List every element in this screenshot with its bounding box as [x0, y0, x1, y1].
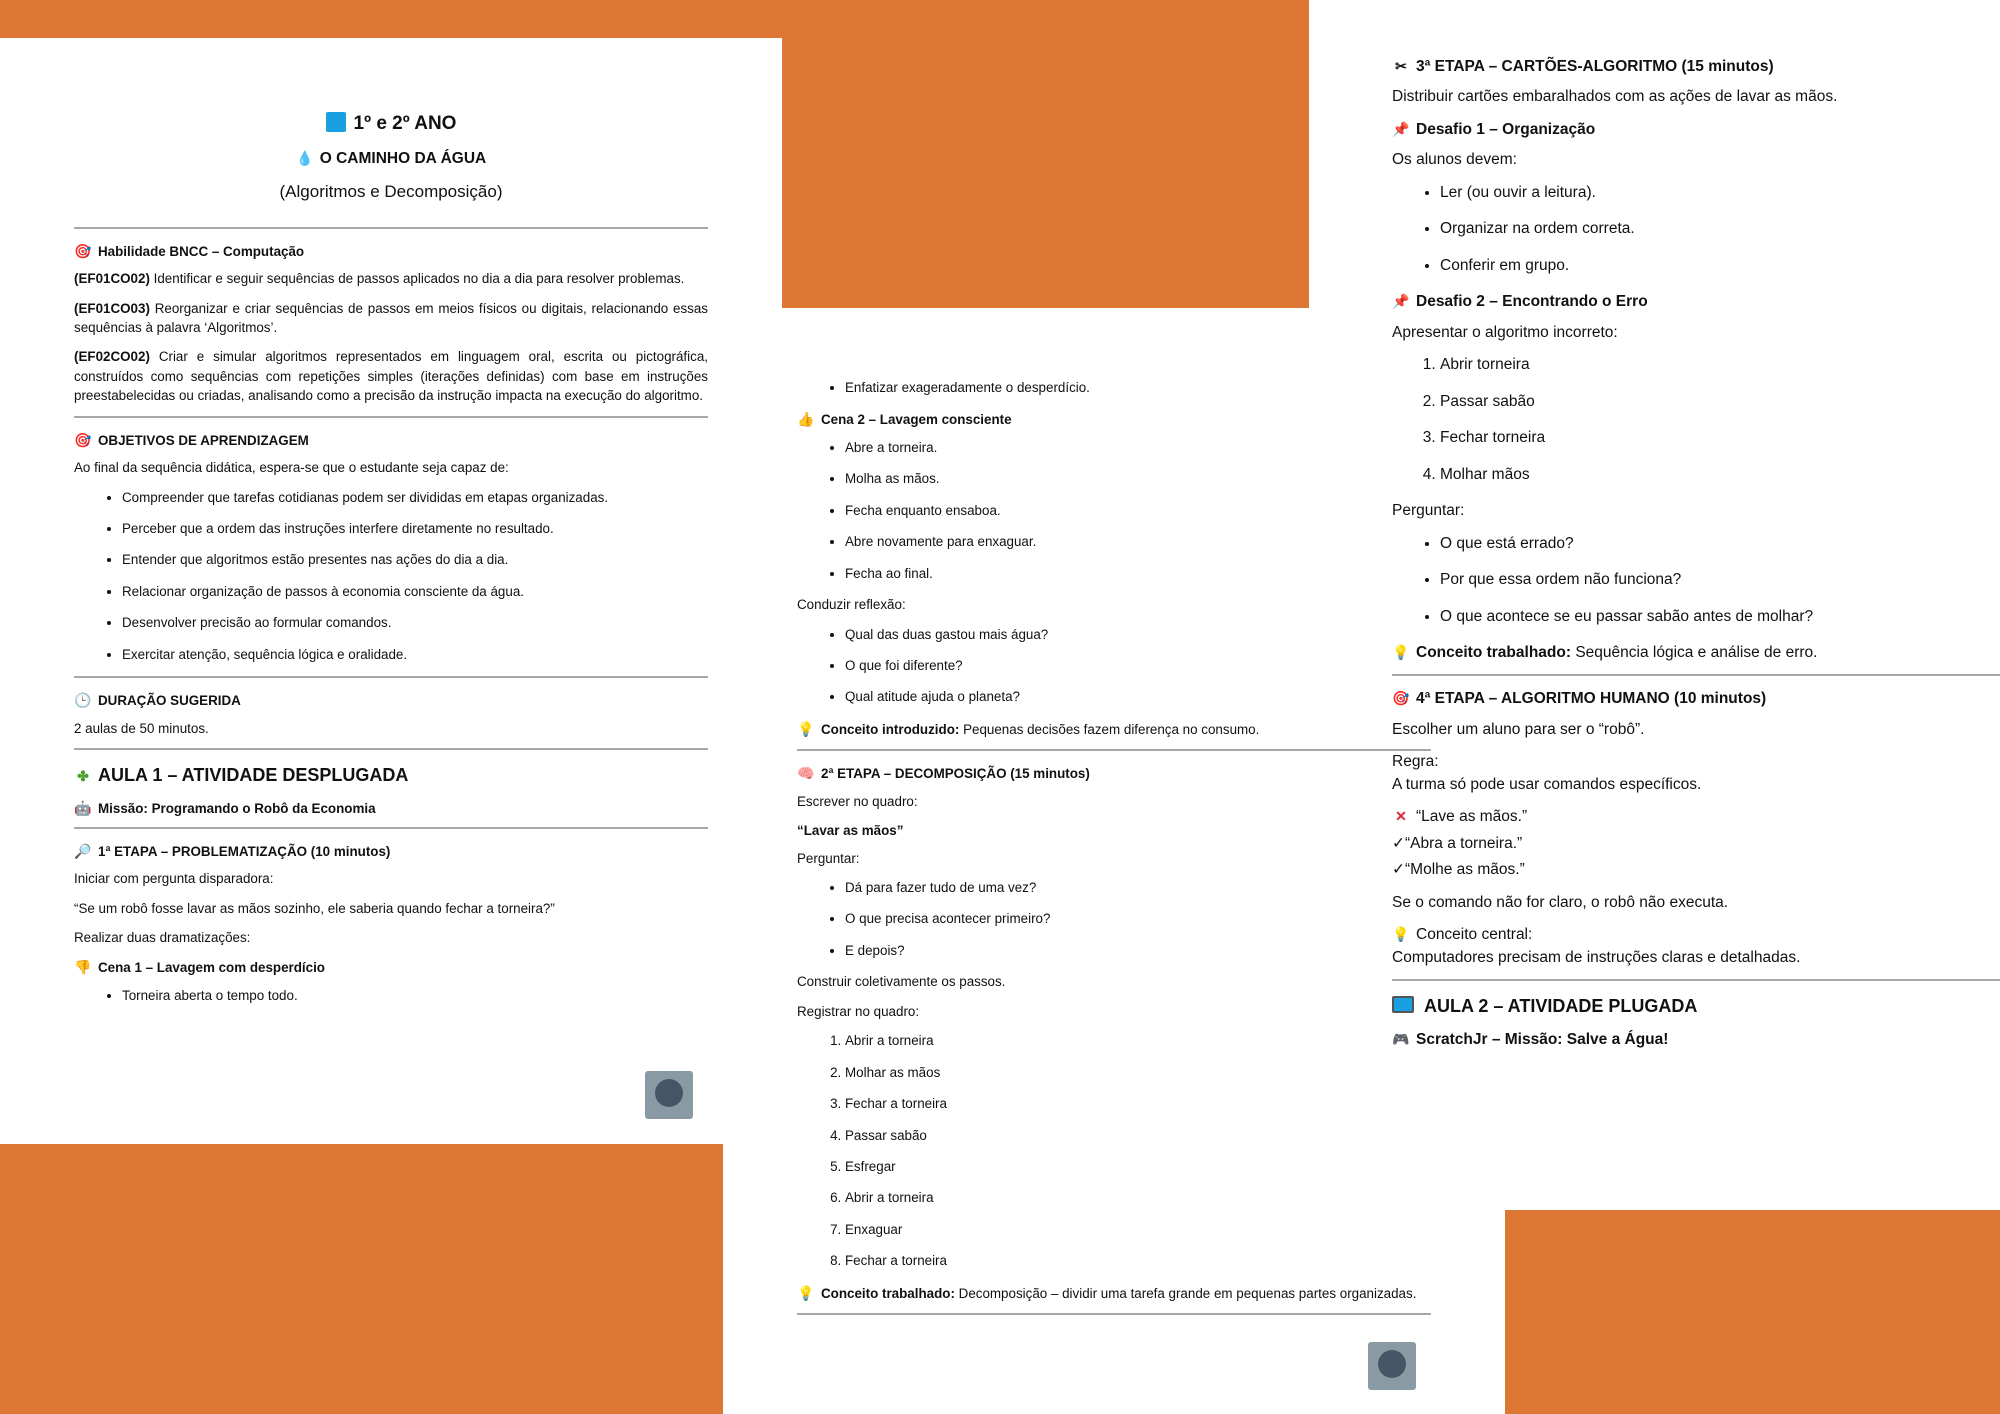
divider [74, 676, 708, 678]
cena2-list [797, 438, 1431, 583]
command-note: Se o comando não for claro, o robô não executa. [1392, 893, 1729, 911]
list-item: • O que foi diferente? [845, 656, 1431, 675]
conceito-introduzido: 💡 Conceito introduzido: Pequenas decisões fazem diferença no consumo. [797, 719, 1431, 739]
list-item: 2. Passar sabão [1440, 391, 2000, 413]
list-item: • Exercitar atenção, sequência lógica e oralidade. [122, 645, 708, 664]
list-item: • Compreender que tarefas cotidianas podem ser divididas em etapas organizadas. [122, 488, 708, 507]
perguntar-label: Perguntar: [1392, 502, 1465, 520]
school-logo [645, 1071, 693, 1119]
list-item: 4. Passar sabão [845, 1126, 1431, 1145]
orange-block-bottom-right [1505, 1210, 2000, 1414]
list-item: • Conferir em grupo. [1440, 255, 2000, 277]
list-item: 1. Abrir a torneira [845, 1031, 1431, 1050]
list-item: • Fecha enquanto ensaboa. [845, 501, 1431, 520]
list-item: • Fecha ao final. [845, 564, 1431, 583]
divider [1392, 979, 2000, 981]
skill-2: (EF01CO03) Reorganizar e criar sequências de passos em meios físicos ou digitais, relacionando essas sequências à palavra ‘Algoritmos’. [74, 300, 708, 335]
divider [74, 416, 708, 418]
regra: Regra: A turma só pode usar comandos específicos. [1392, 753, 1702, 793]
cross-mark-icon: ✕ [1395, 808, 1407, 825]
aula1-heading: ✤ AULA 1 – ATIVIDADE DESPLUGADA [74, 762, 708, 788]
divider [74, 827, 708, 829]
school-logo [1368, 1342, 1416, 1390]
objectives-list [74, 488, 708, 665]
etapa2-heading: 🧠 2ª ETAPA – DECOMPOSIÇÃO (15 minutos) [797, 763, 1431, 783]
lavar-as-maos: “Lavar as mãos” [797, 823, 904, 839]
list-item: 8. Fechar a torneira [845, 1251, 1431, 1270]
list-item: • Entender que algoritmos estão presentes nas ações do dia a dia. [122, 550, 708, 569]
lightbulb-icon: 💡 [1392, 926, 1410, 943]
perguntar-list [797, 878, 1431, 960]
list-item: 6. Abrir a torneira [845, 1188, 1431, 1207]
check-mark-icon: ✓ [1392, 861, 1405, 879]
pushpin-icon: 📌 [1392, 293, 1410, 310]
laptop-icon [1392, 996, 1414, 1013]
perguntar-label: Perguntar: [797, 850, 860, 866]
orange-block-bottom-left [0, 1144, 723, 1414]
divider [797, 1313, 1431, 1315]
desafio2-steps [1392, 354, 2000, 486]
reflexao-intro: Conduzir reflexão: [797, 597, 906, 613]
list-item: • Organizar na ordem correta. [1440, 218, 2000, 240]
passos-list [797, 1031, 1431, 1271]
thumbs-up-icon: 👍 [797, 411, 815, 428]
reflexao-list [797, 625, 1431, 707]
duration-heading: 🕒 DURAÇÃO SUGERIDA [74, 690, 708, 710]
desafio1-list [1392, 182, 2000, 277]
list-item: • Desenvolver precisão ao formular comandos. [122, 613, 708, 632]
desafio2-intro: Apresentar o algoritmo incorreto: [1392, 323, 1618, 341]
lightbulb-icon: 💡 [797, 1284, 815, 1301]
list-item: • Molha as mãos. [845, 469, 1431, 488]
etapa3-text: Distribuir cartões embaralhados com as ações de lavar as mãos. [1392, 88, 1838, 106]
desafio2-heading: 📌 Desafio 2 – Encontrando o Erro [1392, 293, 1648, 311]
objectives-intro: Ao final da sequência didática, espera-se que o estudante seja capaz de: [74, 460, 509, 476]
list-item: 3. Fechar a torneira [845, 1094, 1431, 1113]
escrever-label: Escrever no quadro: [797, 793, 918, 809]
list-item: • O que está errado? [1440, 533, 2000, 555]
scratchjr-heading: 🎮 ScratchJr – Missão: Salve a Água! [1392, 1031, 1669, 1049]
etapa1-dramatizations: Realizar duas dramatizações: [74, 929, 251, 945]
list-item: • Enfatizar exageradamente o desperdício. [845, 378, 1431, 397]
divider [74, 227, 708, 229]
list-item: • Relacionar organização de passos à economia consciente da água. [122, 582, 708, 601]
divider [74, 748, 708, 750]
target-icon: 🎯 [74, 242, 92, 259]
list-item: 2. Molhar as mãos [845, 1063, 1431, 1082]
cena1-heading: 👎 Cena 1 – Lavagem com desperdício [74, 957, 708, 977]
page-1-content [74, 110, 708, 1017]
lesson-title: 💧 O CAMINHO DA ÁGUA [296, 149, 487, 167]
divider [797, 749, 1431, 751]
lightbulb-icon: 💡 [1392, 643, 1410, 660]
divider [1392, 674, 2000, 676]
list-item: 5. Esfregar [845, 1157, 1431, 1176]
etapa4-heading: 🎯 4ª ETAPA – ALGORITMO HUMANO (10 minutos) [1392, 690, 1767, 708]
command-ok: ✓“Molhe as mãos.” [1392, 861, 1525, 879]
registrar-label: Registrar no quadro: [797, 1003, 920, 1019]
conceito-trabalhado: 💡 Conceito trabalhado: Decomposição – dividir uma tarefa grande em pequenas partes organizadas. [797, 1283, 1431, 1303]
etapa1-intro: Iniciar com pergunta disparadora: [74, 871, 274, 887]
duration-text: 2 aulas de 50 minutos. [74, 720, 209, 736]
list-item: • O que precisa acontecer primeiro? [845, 909, 1431, 928]
cena2-heading: 👍 Cena 2 – Lavagem consciente [797, 409, 1431, 429]
brain-icon: 🧠 [797, 765, 815, 782]
clock-icon: 🕒 [74, 692, 92, 709]
construir-text: Construir coletivamente os passos. [797, 974, 1006, 990]
gamepad-icon: 🎮 [1392, 1031, 1410, 1048]
list-item: • Torneira aberta o tempo todo. [122, 986, 708, 1005]
command-wrong: ✕ “Lave as mãos.” [1392, 806, 2000, 828]
robot-icon: 🤖 [74, 800, 92, 817]
mission-heading: 🤖 Missão: Programando o Robô da Economia [74, 798, 708, 818]
target-icon: 🎯 [74, 431, 92, 448]
cena1-continued-list [797, 378, 1431, 397]
list-item: • Dá para fazer tudo de uma vez? [845, 878, 1431, 897]
page-3-content [1392, 56, 2000, 1060]
pushpin-icon: 📌 [1392, 120, 1410, 137]
list-item: • Por que essa ordem não funciona? [1440, 569, 2000, 591]
list-item: • Ler (ou ouvir a leitura). [1440, 182, 2000, 204]
page-2-content [797, 378, 1431, 1327]
desafio1-intro: Os alunos devem: [1392, 151, 1517, 169]
aula2-heading: AULA 2 – ATIVIDADE PLUGADA [1392, 993, 2000, 1019]
etapa1-heading: 🔎 1ª ETAPA – PROBLEMATIZAÇÃO (10 minutos) [74, 841, 708, 861]
objectives-heading: 🎯 OBJETIVOS DE APRENDIZAGEM [74, 430, 708, 450]
grade-title: 1º e 2º ANO [74, 110, 708, 138]
magnifier-icon: 🔎 [74, 842, 92, 859]
etapa4-text: Escolher um aluno para ser o “robô”. [1392, 720, 1645, 738]
desafio1-heading: 📌 Desafio 1 – Organização [1392, 120, 1596, 138]
list-item: 7. Enxaguar [845, 1220, 1431, 1239]
blue-square-icon [326, 112, 346, 132]
scissors-icon: ✂ [1395, 58, 1407, 74]
etapa1-question: “Se um robô fosse lavar as mãos sozinho, ele saberia quando fechar a torneira?” [74, 900, 555, 916]
list-item: • Abre novamente para enxaguar. [845, 532, 1431, 551]
list-item: • Qual das duas gastou mais água? [845, 625, 1431, 644]
etapa3-heading: ✂ 3ª ETAPA – CARTÕES-ALGORITMO (15 minutos) [1392, 56, 2000, 78]
thumbs-down-icon: 👎 [74, 959, 92, 976]
orange-block-top-center [782, 0, 1309, 308]
droplet-icon: 💧 [296, 149, 314, 166]
perguntar-list [1392, 533, 2000, 628]
skill-1: (EF01CO02) Identificar e seguir sequências de passos aplicados no dia a dia para resolver problemas. [74, 271, 685, 287]
list-item: 4. Molhar mãos [1440, 464, 2000, 486]
conceito-trabalhado: 💡 Conceito trabalhado: Sequência lógica e análise de erro. [1392, 643, 1818, 661]
cena1-list [74, 986, 708, 1005]
list-item: • O que acontece se eu passar sabão antes de molhar? [1440, 606, 2000, 628]
list-item: 3. Fechar torneira [1440, 427, 2000, 449]
list-item: • Abre a torneira. [845, 438, 1431, 457]
skill-3: (EF02CO02) Criar e simular algoritmos representados em linguagem oral, escrita ou pictográfica, construídos como sequências com repetições simples (iterações definidas) com base em instruções preestabelecidas ou criadas, analisando como a precisão da instrução impacta na execução do algoritmo. [74, 349, 708, 404]
target-icon: 🎯 [1392, 690, 1410, 707]
conceito-central: 💡 Conceito central: Computadores precisam de instruções claras e detalhadas. [1392, 926, 1801, 966]
bncc-heading: 🎯 Habilidade BNCC – Computação [74, 241, 708, 261]
command-ok: ✓“Abra a torneira.” [1392, 834, 1523, 852]
clover-icon: ✤ [77, 768, 89, 785]
list-item: • E depois? [845, 941, 1431, 960]
check-mark-icon: ✓ [1392, 834, 1405, 852]
list-item: 1. Abrir torneira [1440, 354, 2000, 376]
lightbulb-icon: 💡 [797, 720, 815, 737]
list-item: • Perceber que a ordem das instruções interfere diretamente no resultado. [122, 519, 708, 538]
list-item: • Qual atitude ajuda o planeta? [845, 687, 1431, 706]
lesson-subtitle: (Algoritmos e Decomposição) [279, 182, 503, 202]
